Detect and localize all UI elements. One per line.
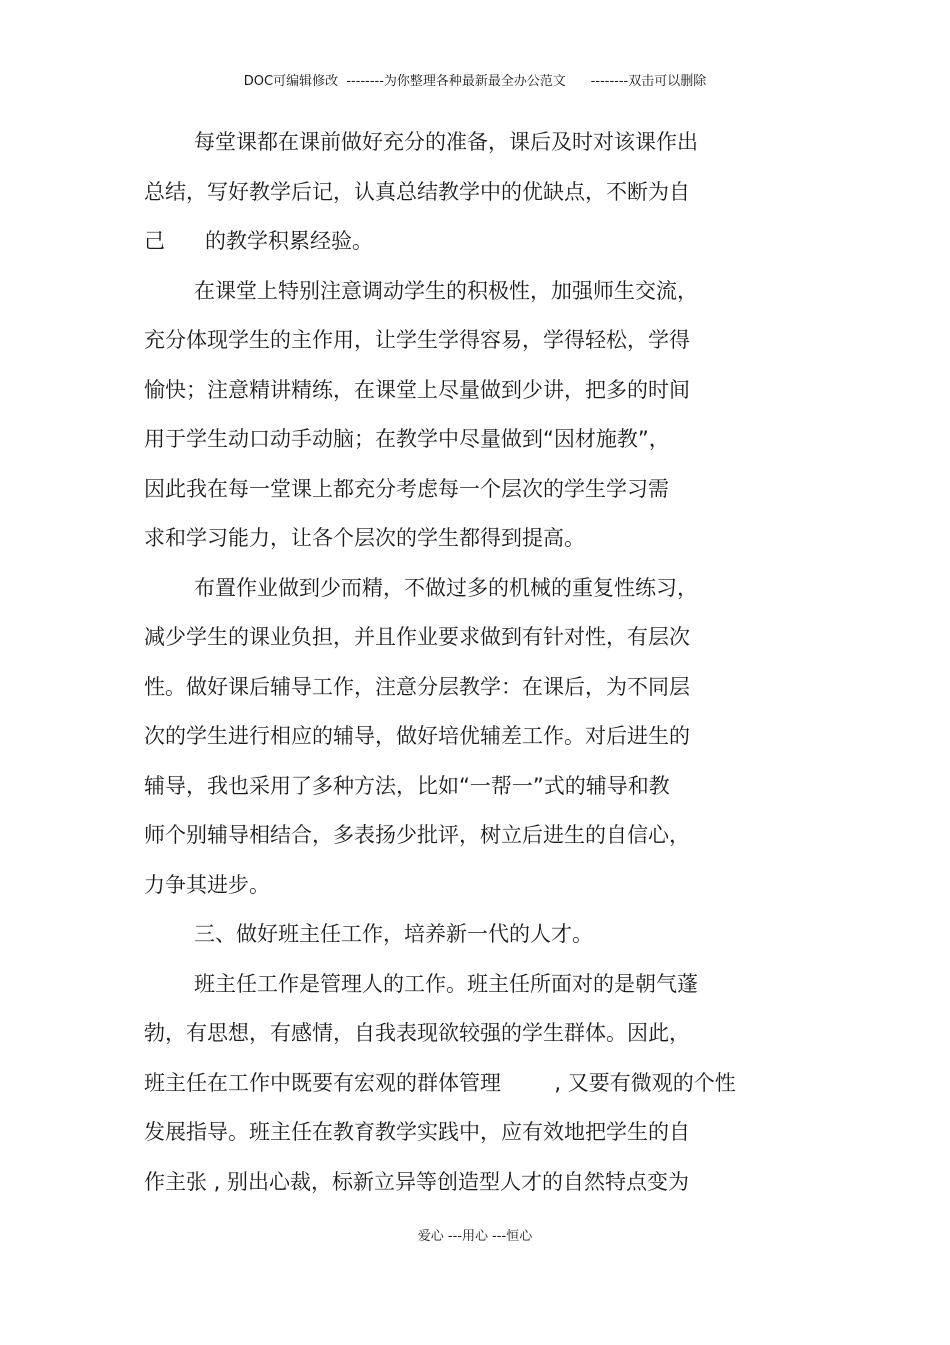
text-line: 次的学生进行相应的辅导，做好培优辅差工作。对后进生的 bbox=[144, 724, 690, 748]
text-line: 己 的教学积累经验。 bbox=[144, 229, 374, 253]
page-footer: 爱心 ---用心 ---恒心 bbox=[417, 1229, 533, 1244]
text-line: 每堂课都在课前做好充分的准备，课后及时对该课作出 bbox=[194, 130, 698, 154]
text-line: 布置作业做到少而精，不做过多的机械的重复性练习， bbox=[194, 575, 698, 600]
section-heading: 三、做好班主任工作，培养新一代的人才。 bbox=[194, 922, 593, 946]
text-line: 求和学习能力，让各个层次的学生都得到提高。 bbox=[144, 526, 585, 550]
text-line: 总结，写好教学后记，认真总结教学中的优缺点，不断为自 bbox=[144, 179, 690, 204]
text-line: 勃，有思想，有感情，自我表现欲较强的学生群体。因此， bbox=[144, 1021, 690, 1045]
page-header: DOC可编辑修改 --------为你整理各种最新最全办公范文 --------双击可以删除 bbox=[243, 74, 707, 89]
text-line: 发展指导。班主任在教育教学实践中，应有效地把学生的自 bbox=[144, 1120, 690, 1144]
text-line: 用于学生动口动手动脑；在教学中尽量做到“因材施教”， bbox=[144, 427, 670, 451]
text-line: 辅导，我也采用了多种方法，比如“一帮一”式的辅导和教 bbox=[144, 773, 670, 798]
text-line: 在课堂上特别注意调动学生的积极性，加强师生交流， bbox=[194, 278, 698, 303]
text-line: 力争其进步。 bbox=[144, 872, 270, 897]
text-line: 师个别辅导相结合，多表扬少批评，树立后进生的自信心， bbox=[144, 823, 690, 847]
text-line: 作主张 , 别出心裁，标新立异等创造型人才的自然特点变为 bbox=[144, 1169, 690, 1194]
text-line: 因此我在每一堂课上都充分考虑每一个层次的学生学习需 bbox=[144, 476, 669, 501]
text-line: 性。做好课后辅导工作，注意分层教学：在课后，为不同层 bbox=[144, 674, 690, 699]
text-line: 班主任工作是管理人的工作。班主任所面对的是朝气蓬 bbox=[194, 971, 698, 996]
text-line: 充分体现学生的主作用，让学生学得容易，学得轻松，学得 bbox=[144, 328, 690, 352]
text-line: 减少学生的课业负担，并且作业要求做到有针对性，有层次 bbox=[144, 625, 690, 649]
text-line: 班主任在工作中既要有宏观的群体管理 , 又要有微观的个性 bbox=[144, 1070, 736, 1095]
text-line: 愉快；注意精讲精练，在课堂上尽量做到少讲，把多的时间 bbox=[144, 377, 690, 402]
document-body bbox=[144, 118, 794, 1207]
